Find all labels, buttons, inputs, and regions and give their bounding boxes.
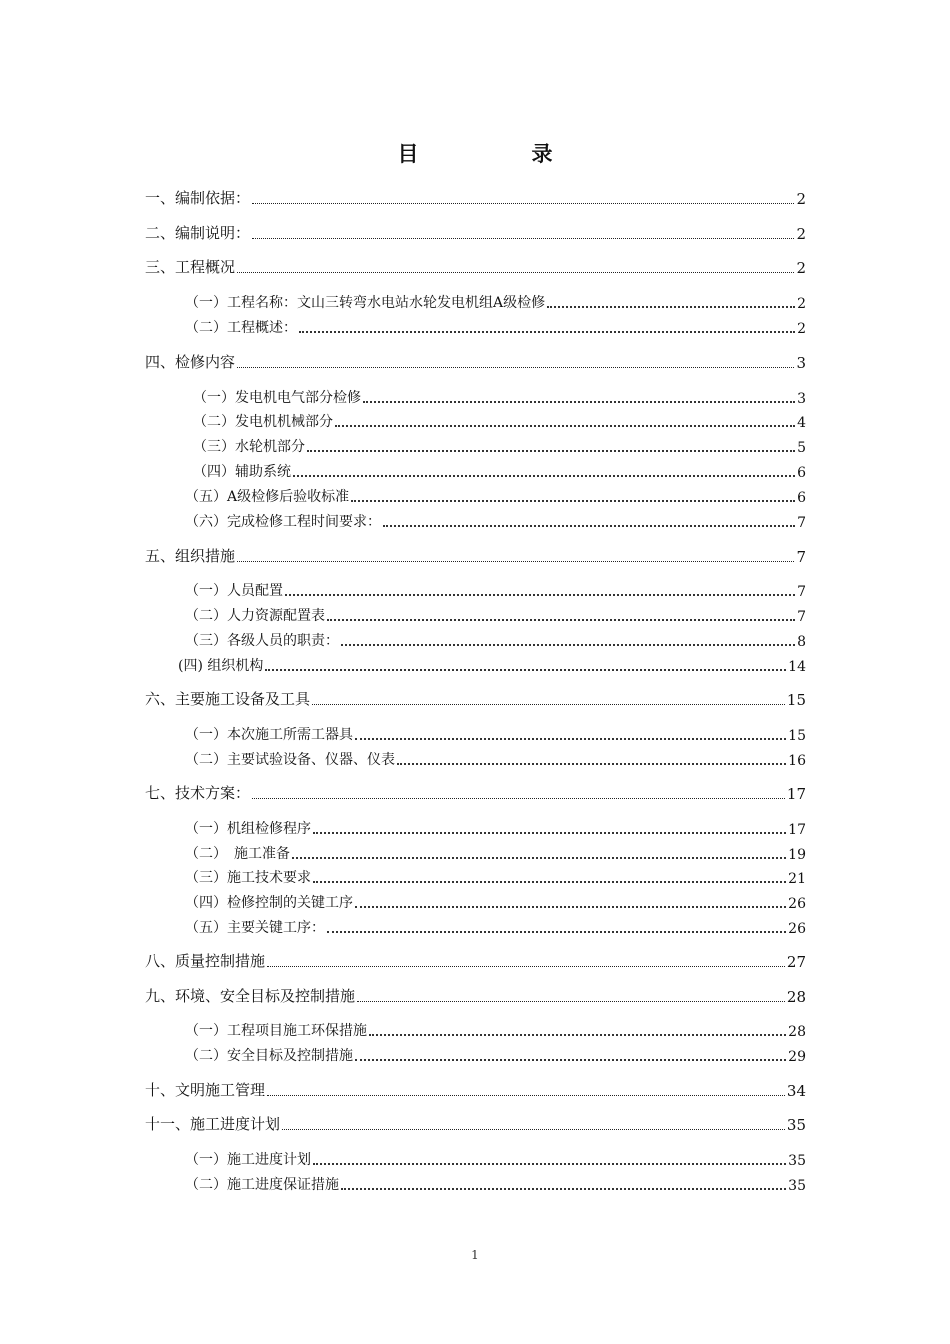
toc-entry-label: （二）工程概述：: [185, 320, 297, 336]
toc-entry-label: 七、技术方案：: [145, 784, 251, 802]
toc-entry-page: 7: [797, 609, 806, 625]
toc-subentry[interactable]: [185, 630, 806, 650]
toc-entry-page: 14: [788, 659, 806, 675]
toc-entry-page: 7: [797, 515, 806, 531]
toc-entry[interactable]: [145, 689, 806, 709]
toc-entry-label: 十、文明施工管理: [145, 1081, 266, 1099]
toc-entry-label: （二）主要试验设备、仪器、仪表: [185, 752, 395, 768]
dot-leader: [252, 232, 794, 239]
page-number: 1: [471, 1248, 479, 1262]
toc-entry-page: 6: [797, 490, 806, 506]
dot-leader: [355, 732, 786, 740]
toc-entry-page: 27: [786, 953, 806, 971]
dot-leader: [237, 266, 794, 273]
toc-entry-label: 十一、施工进度计划: [145, 1115, 281, 1133]
toc-entry-page: 34: [786, 1082, 806, 1100]
toc-entry-page: 7: [796, 548, 806, 566]
dot-leader: [237, 361, 794, 368]
toc-entry-page: 3: [797, 391, 806, 407]
dot-leader: [341, 1182, 786, 1190]
toc-entry-page: 35: [786, 1116, 806, 1134]
toc-subentry[interactable]: [193, 387, 806, 407]
toc-entry-label: （一）发电机电气部分检修: [193, 390, 361, 406]
toc-subentry[interactable]: [185, 511, 806, 531]
toc-subentry[interactable]: [185, 317, 806, 337]
toc-entry-label: （四）辅助系统: [193, 464, 291, 480]
toc-entry-label: （二）人力资源配置表: [185, 608, 325, 624]
toc-entry-page: 28: [786, 988, 806, 1006]
toc-entry-label: （一）工程项目施工环保措施: [185, 1023, 367, 1039]
dot-leader: [355, 1053, 786, 1061]
dot-leader: [327, 925, 786, 933]
toc-subentry[interactable]: [185, 580, 806, 600]
toc-subentry[interactable]: [185, 867, 806, 887]
toc-entry-label: （一）机组检修程序: [185, 821, 311, 837]
dot-leader: [293, 469, 795, 477]
dot-leader: [369, 1028, 786, 1036]
toc-subentry[interactable]: [185, 749, 806, 769]
toc-subentry[interactable]: [185, 486, 806, 506]
toc-entry-page: 8: [797, 634, 806, 650]
toc-entry[interactable]: [145, 188, 806, 208]
toc-entry-page: 2: [796, 259, 806, 277]
toc-entry[interactable]: [145, 546, 806, 566]
dot-leader: [351, 494, 795, 502]
dot-leader: [335, 419, 795, 427]
toc-entry-label: 五、组织措施: [145, 547, 236, 565]
toc-entry-page: 2: [797, 321, 806, 337]
toc-entry-label: 一、编制依据：: [145, 189, 251, 207]
dot-leader: [299, 325, 795, 333]
dot-leader: [363, 395, 795, 403]
dot-leader: [355, 900, 786, 908]
dot-leader: [237, 555, 794, 562]
toc-entry[interactable]: [145, 257, 806, 277]
dot-leader: [547, 300, 795, 308]
toc-entry-page: 35: [788, 1153, 806, 1169]
toc-subentry[interactable]: [178, 655, 806, 675]
toc-entry-label: （一）人员配置: [185, 583, 283, 599]
toc-entry-page: 2: [797, 296, 806, 312]
toc-subentry[interactable]: [185, 724, 806, 744]
toc-entry-label: （三）各级人员的职责：: [185, 633, 339, 649]
dot-leader: [357, 995, 785, 1002]
toc-entry-label: （四）检修控制的关键工序: [185, 895, 353, 911]
toc-entry-label: （一）本次施工所需工器具: [185, 727, 353, 743]
dot-leader: [313, 875, 786, 883]
toc-entry-page: 3: [796, 354, 806, 372]
toc-entry-page: 15: [788, 728, 806, 744]
toc-entry-page: 26: [788, 921, 806, 937]
toc-entry-label: （三）施工技术要求: [185, 870, 311, 886]
page-title: 目 录: [397, 141, 599, 166]
dot-leader: [252, 197, 794, 204]
toc-entry-label: 二、编制说明：: [145, 224, 251, 242]
toc-subentry[interactable]: [185, 892, 806, 912]
toc-subentry[interactable]: [185, 605, 806, 625]
dot-leader: [341, 638, 795, 646]
toc-subentry[interactable]: [193, 411, 806, 431]
toc-entry-label: （二）发电机机械部分: [193, 414, 333, 430]
dot-leader: [327, 613, 795, 621]
toc-entry-page: 26: [788, 896, 806, 912]
toc-subentry[interactable]: [193, 461, 806, 481]
dot-leader: [313, 826, 786, 834]
toc-entry[interactable]: [145, 783, 806, 803]
toc-subentry[interactable]: [185, 1149, 806, 1169]
toc-entry-page: 17: [788, 822, 806, 838]
dot-leader: [292, 851, 786, 859]
toc-subentry[interactable]: [185, 1045, 806, 1065]
toc-entry-label: 六、主要施工设备及工具: [145, 690, 311, 708]
toc-entry-label: （五）A级检修后验收标准: [185, 489, 350, 505]
toc-entry-page: 6: [797, 465, 806, 481]
toc-entry-page: 2: [796, 225, 806, 243]
toc-entry-page: 16: [788, 753, 806, 769]
toc-subentry[interactable]: [185, 1174, 806, 1194]
toc-entry[interactable]: [145, 1080, 806, 1100]
dot-leader: [397, 757, 786, 765]
toc-entry-label: （五）主要关键工序：: [185, 920, 325, 936]
toc-entry[interactable]: [145, 1114, 806, 1134]
dot-leader: [265, 663, 786, 671]
toc-entry[interactable]: [145, 352, 806, 372]
toc-subentry[interactable]: [185, 1020, 806, 1040]
dot-leader: [285, 588, 795, 596]
dot-leader: [312, 698, 785, 705]
toc-subentry[interactable]: [185, 292, 806, 312]
dot-leader: [252, 792, 785, 799]
toc-entry-page: 2: [796, 190, 806, 208]
toc-entry-page: 21: [788, 871, 806, 887]
toc-entry-label: （二） 施工准备: [185, 846, 290, 862]
toc-subentry[interactable]: [185, 917, 806, 937]
toc-entry-label: 三、工程概况: [145, 258, 236, 276]
toc-entry[interactable]: [145, 986, 806, 1006]
toc-entry-page: 28: [788, 1024, 806, 1040]
toc-entry-label: （一）施工进度计划: [185, 1152, 311, 1168]
toc-entry-label: （一）工程名称：文山三转弯水电站水轮发电机组A级检修: [185, 295, 546, 311]
toc-entry-page: 17: [786, 785, 806, 803]
toc-entry[interactable]: [145, 223, 806, 243]
dot-leader: [307, 444, 795, 452]
toc-entry-page: 35: [788, 1178, 806, 1194]
dot-leader: [383, 519, 795, 527]
toc-entry-label: （二）施工进度保证措施: [185, 1177, 339, 1193]
toc-entry-label: 四、检修内容: [145, 353, 236, 371]
toc-entry-label: （二）安全目标及控制措施: [185, 1048, 353, 1064]
toc-entry-page: 15: [786, 691, 806, 709]
dot-leader: [282, 1123, 785, 1130]
toc-entry-label: （六）完成检修工程时间要求：: [185, 514, 381, 530]
toc-entry[interactable]: [145, 951, 806, 971]
toc-entry-page: 7: [797, 584, 806, 600]
dot-leader: [313, 1157, 786, 1165]
toc-entry-label: 九、环境、安全目标及控制措施: [145, 987, 356, 1005]
toc-entry-page: 5: [797, 440, 806, 456]
dot-leader: [267, 1089, 785, 1096]
toc-entry-page: 19: [788, 847, 806, 863]
toc-entry-label: (四) 组织机构: [178, 658, 264, 674]
toc-subentry[interactable]: [185, 818, 806, 838]
toc-entry-page: 29: [788, 1049, 806, 1065]
toc-subentry[interactable]: [193, 436, 806, 456]
toc-entry-label: （三）水轮机部分: [193, 439, 305, 455]
toc-entry-label: 八、质量控制措施: [145, 952, 266, 970]
dot-leader: [267, 960, 785, 967]
toc-entry-page: 4: [797, 415, 806, 431]
toc-subentry[interactable]: [185, 843, 806, 863]
